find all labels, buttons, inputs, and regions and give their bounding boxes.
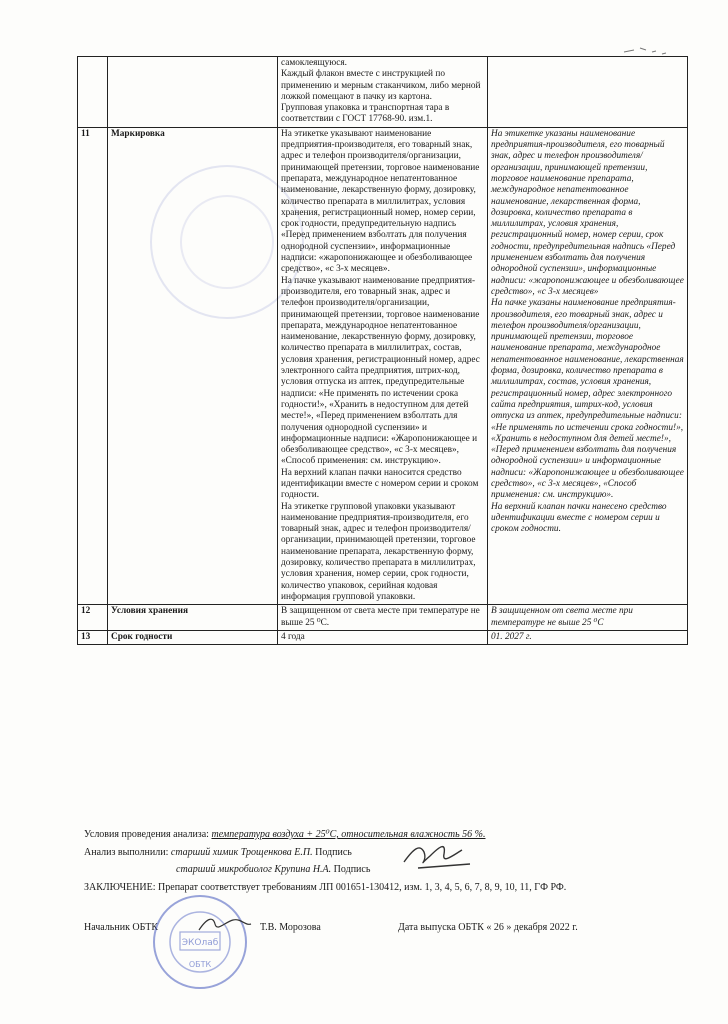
result-cell [488, 57, 688, 128]
conclusion-text: Препарат соответствует требованиям ЛП 001651-130412, изм. 1, 3, 4, 5, 6, 7, 8, 9, 10, 11, ГФ РФ. [158, 882, 567, 893]
row-name: Срок годности [108, 630, 278, 644]
spec-paragraph: На этикетке групповой упаковки указывают наименование предприятия-производителя, его товарный знак, адрес и телефон производителя/организации, принимающей претензии, торговое наименование препарата, лекарственную форму, дозировку, количество препарата в миллилитрах, условия хранения, номер серии, срок годности, количество упаковок, серийная кодовая информация групповой упаковки. [281, 501, 476, 602]
conditions-label: Условия проведения анализа: [84, 829, 209, 840]
spec-paragraph: На этикетке указывают наименование предприятия-производителя, его товарный знак, адрес и телефон производителя/организации, принимающей претензии, торговое наименование препарата, международное непатентованное наименование, лекарственную форму, дозировку, количество препарата в миллилитрах, условия хранения, регистрационный номер, номер серии, срок годности, предупредительную надпись «Перед применением взболтать для получения однородной суспензии», информационные надписи: «жаропонижающее и обезболивающее средство», «с 3-х месяцев». [281, 128, 480, 275]
conditions-value: температура воздуха + 25⁰С, относительная влажность 56 %. [211, 829, 486, 840]
chemist-signature [400, 838, 475, 872]
conclusion-label: ЗАКЛЮЧЕНИЕ: [84, 882, 156, 893]
obtk-stamp-icon [150, 892, 250, 992]
svg-text:ОБТК: ОБТК [188, 960, 212, 969]
spec-paragraph: Групповая упаковка и транспортная тара в соответствии с ГОСТ 17768-90. изм.1. [281, 103, 450, 125]
result-paragraph: На этикетке указаны наименование предприятия-производителя, его товарный знак, адрес и телефон производителя/организации, принимающей претензии, торговое наименование препарата, международное непатентованное наименование, лекарственная форма, дозировка, количество препарата в миллилитрах, условия хранения, регистрационный номер, номер серии, срок годности, предупредительная надпись «Перед применением взболтать для получения однородной суспензии», информационные надписи: «жаропонижающее и обезболивающее средство», «с 3-х месяцев» [491, 128, 684, 297]
analysis-label: Анализ выполнили: [84, 847, 169, 858]
row-name: Условия хранения [108, 605, 278, 631]
signature-label: Подпись [315, 847, 352, 858]
specification-table [77, 56, 688, 645]
chief-name: Т.В. Морозова [260, 922, 321, 933]
spec-cell: 4 года [278, 630, 488, 644]
row-number [78, 57, 108, 128]
spec-cell [278, 57, 488, 128]
chief-signoff [84, 922, 158, 933]
row-number: 12 [78, 605, 108, 631]
table-row-shelf-life [78, 630, 688, 644]
row-name [108, 57, 278, 128]
chief-label: Начальник ОБТК [84, 922, 159, 933]
release-date [398, 922, 578, 933]
result-cell: В защищенном от света месте при температуре не выше 25 ⁰С [488, 605, 688, 631]
chemist-name: старший химик Трощенкова Е.П. [170, 847, 313, 858]
spec-paragraph: самоклеящуюся. [281, 58, 347, 68]
spec-paragraph: На пачке указывают наименование предприятия-производителя, его товарный знак, адрес и телефон производителя/организации, принимающей претензии, торговое наименование препарата, международное непатентованное наименование, лекарственную форму, дозировку, количество препарата в миллилитрах, состав, условия хранения, регистрационный номер, адрес электронного сайта предприятия, штрих-код, условия отпуска из аптек, предупредительные надписи: «Не применять по истечении срока годности!», «Хранить в недоступном для детей месте!», «Перед применением взболтать для получения однородной суспензии» и информационные надписи: «Жаропонижающее и обезболивающее средство», «с 3-х месяцев», «Способ применения: см. инструкцию». [281, 275, 480, 467]
svg-text:ЭКОлаб: ЭКОлаб [181, 938, 219, 948]
table-row-storage [78, 605, 688, 631]
row-number: 11 [78, 127, 108, 604]
result-paragraph: На пачке указаны наименование предприятия-производителя, его товарный знак, адрес и телефон производителя/организации, принимающей претензии, торговое наименование препарата, международное непатентованное наименование, лекарственная форма, дозировка, количество препарата в миллилитрах, состав, условия хранения, регистрационный номер, адрес электронного сайта предприятия, штрих-код, условия отпуска из аптек, предупредительные надписи: «Не применять по истечении срока годности!», «Хранить в недоступном для детей месте!», «Перед применением взболтать для получения однородной суспензии» и информационные надписи: «Жаропонижающее и обезболивающее средство», «с 3-х месяцев», «Способ применения: см. инструкцию». [491, 298, 684, 501]
spec-cell: В защищенном от света месте при температуре не выше 25 ⁰С. [278, 605, 488, 631]
result-paragraph: На верхний клапан пачки нанесено средство идентификации вместе с номером серии и сроком годности. [491, 501, 667, 535]
analysts-line-2 [176, 864, 370, 875]
row-name: Маркировка [108, 127, 278, 604]
row-number: 13 [78, 630, 108, 644]
signature-label: Подпись [333, 864, 371, 875]
analysts-line-1 [84, 847, 352, 858]
chief-signature [195, 912, 255, 938]
date-label: Дата выпуска ОБТК [398, 922, 484, 933]
microbiologist-name: старший микробиолог Крупина Н.А. [176, 864, 332, 875]
table-row-continuation [78, 57, 688, 128]
spec-cell [278, 127, 488, 604]
result-cell: 01. 2027 г. [488, 630, 688, 644]
spec-paragraph: Каждый флакон вместе с инструкцией по применению и мерным стаканчиком, либо мерной ложкой помещают в пачку из картона. [281, 69, 481, 102]
corner-mark [622, 42, 672, 58]
result-cell [488, 127, 688, 604]
table-row-marking [78, 127, 688, 604]
date-value: « 26 » декабря 2022 г. [486, 922, 578, 933]
spec-paragraph: На верхний клапан пачки наносится средство идентификации вместе с номером серии и сроком годности. [281, 467, 479, 501]
